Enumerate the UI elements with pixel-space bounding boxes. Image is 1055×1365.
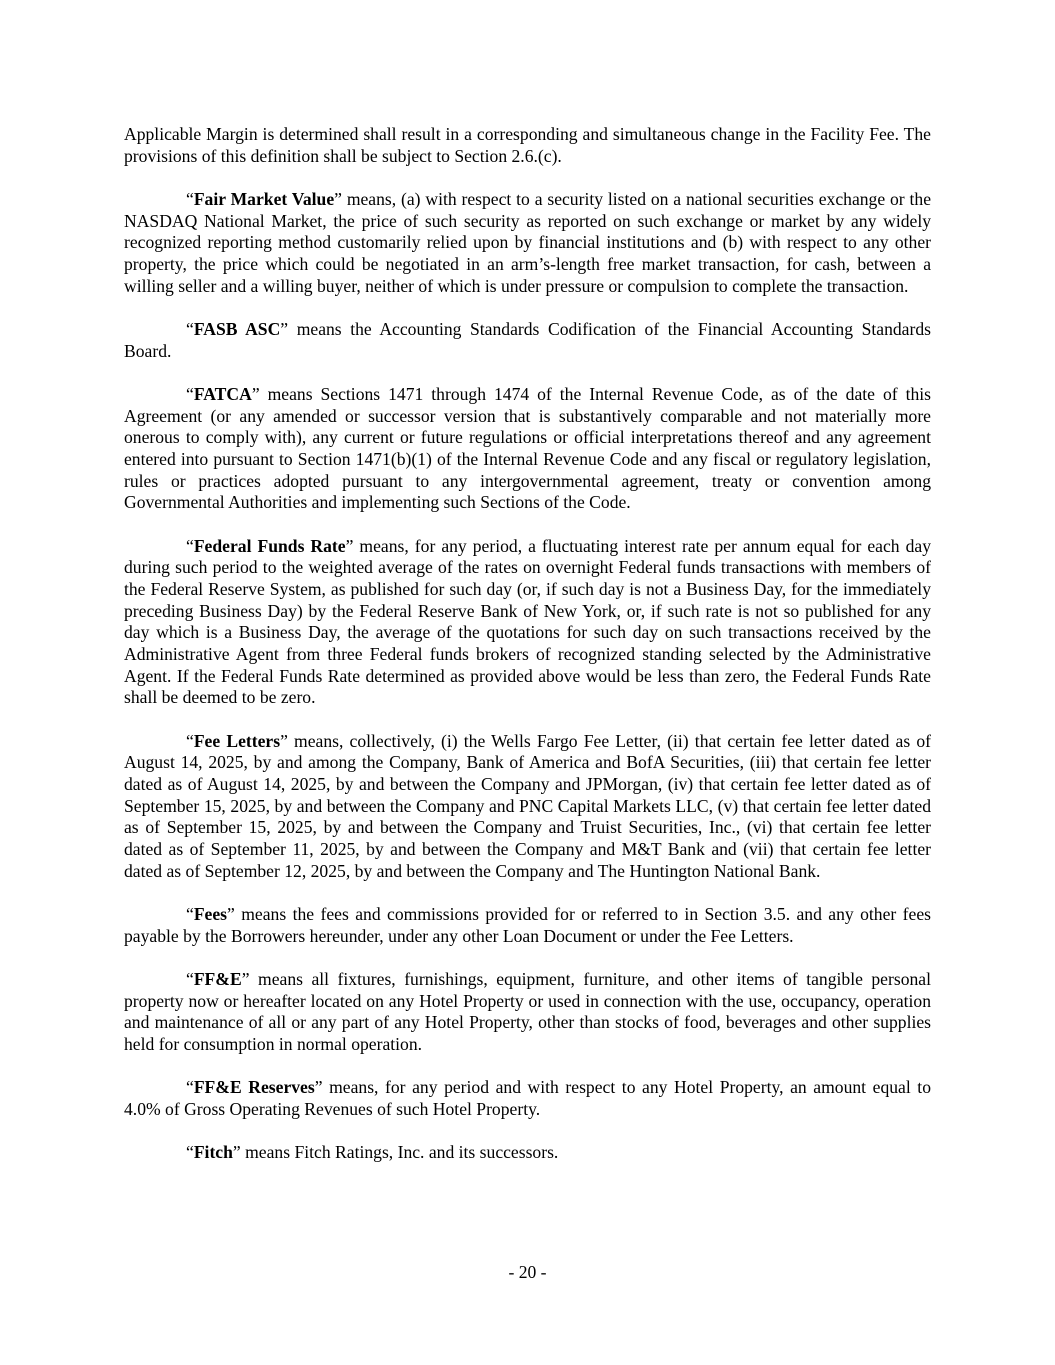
defined-term: FF&E <box>193 969 242 989</box>
open-quote: “ <box>186 535 194 556</box>
open-quote: “ <box>186 904 194 925</box>
definition-fasb-asc <box>124 319 931 362</box>
defined-term: Federal Funds Rate <box>193 535 346 556</box>
definition-text: means all fixtures, furnishings, equipment, furniture, and other items of tangible personal property now or hereafter located on any Hotel Property or used in connection with the use, occupancy, operation and maintenance of all or any part of any Hotel Property, other than stocks of food, beverages and other supplies held for consumption in normal operation. <box>124 969 931 1055</box>
definition-text: means Sections 1471 through 1474 of the Internal Revenue Code, as of the date of this Agreement (or any amended or successor version that is substantively comparable and not materially more onerous to comply with), any current or future regulations or official interpretations thereof and any agreement entered into pursuant to Section 1471(b)(1) of the Internal Revenue Code and any fiscal or regulatory legislation, rules or practices adopted pursuant to any intergovernmental agreement, treaty or convention among Governmental Authorities and implementing such Sections of the Code. <box>124 383 931 513</box>
close-quote: ” <box>334 188 342 209</box>
open-quote: “ <box>186 383 194 404</box>
continuation-paragraph: Applicable Margin is determined shall result in a corresponding and simultaneous change in the Facility Fee. The provisions of this definition shall be subject to Section 2.6.(c). <box>124 124 931 166</box>
definition-text: means the fees and commissions provided for or referred to in Section 3.5. and any other fees payable by the Borrowers hereunder, under any other Loan Document or under the Fee Letters. <box>124 904 931 946</box>
open-quote: “ <box>186 1142 194 1163</box>
close-quote: ” <box>280 318 289 339</box>
definition-fee-letters <box>124 731 931 883</box>
open-quote: “ <box>186 969 194 989</box>
defined-term: FATCA <box>193 383 252 404</box>
definition-fitch <box>124 1142 931 1164</box>
definition-text: means, for any period, a fluctuating interest rate per annum equal for each day during such period to the weighted average of the rates on overnight Federal funds transactions with members of the Federal Reserve System, as published for such day (or, if such day is not a Business Day, for the immediately preceding Business Day) by the Federal Reserve Bank of New York, or, if such rate is not so published for any day which is a Business Day, the average of the quotations for such day on such transactions received by the Administrative Agent from three Federal funds brokers of recognized standing selected by the Administrative Agent. If the Federal Funds Rate determined as provided above would be less than zero, the Federal Funds Rate shall be deemed to be zero. <box>124 535 931 708</box>
close-quote: ” <box>345 535 354 556</box>
defined-term: Fair Market Value <box>193 188 335 209</box>
defined-term: Fee Letters <box>193 730 281 751</box>
open-quote: “ <box>186 318 194 339</box>
definition-fatca <box>124 384 931 514</box>
defined-term: Fitch <box>193 1142 233 1163</box>
close-quote: ” <box>280 730 288 751</box>
close-quote: ” <box>314 1077 323 1098</box>
defined-term: FASB ASC <box>193 318 281 339</box>
definition-text: means, (a) with respect to a security listed on a national securities exchange or the NASDAQ National Market, the price of such security as reported on such exchange or market by any widely recognized reporting method customarily relied upon by financial institutions and (b) with respect to any other property, the price which could be negotiated in an arm’s-length free market transaction, for cash, between a willing seller and a willing buyer, neither of which is under pressure or compulsion to complete the transaction. <box>124 188 932 296</box>
close-quote: ” <box>251 383 260 404</box>
definition-fair-market-value <box>124 189 931 298</box>
defined-term: FF&E Reserves <box>193 1077 315 1098</box>
definition-fees <box>124 904 931 947</box>
open-quote: “ <box>186 730 194 751</box>
open-quote: “ <box>186 1077 194 1098</box>
definition-text: means, for any period and with respect to any Hotel Property, an amount equal to 4.0% of Gross Operating Revenues of such Hotel Property. <box>124 1077 931 1120</box>
close-quote: ” <box>227 904 235 925</box>
definition-text: means, collectively, (i) the Wells Fargo Fee Letter, (ii) that certain fee letter dated as of August 14, 2025, by and among the Company, Bank of America and BofA Securities, (iii) that certain fee letter dated as of August 14, 2025, by and between the Company and JPMorgan, (iv) that certain fee letter dated as of September 15, 2025, by and between the Company and PNC Capital Markets LLC, (v) that certain fee letter dated as of September 15, 2025, by and between the Company and Truist Securities, Inc., (vi) that certain fee letter dated as of September 11, 2025, by and between the Company and M&T Bank and (vii) that certain fee letter dated as of September 12, 2025, by and between the Company and The Huntington National Bank. <box>124 730 931 881</box>
definition-text: means Fitch Ratings, Inc. and its successors. <box>240 1142 559 1163</box>
close-quote: ” <box>232 1142 241 1163</box>
defined-term: Fees <box>193 904 228 925</box>
definition-text: means the Accounting Standards Codification of the Financial Accounting Standards Board. <box>124 318 931 361</box>
close-quote: ” <box>241 969 250 989</box>
definition-ffe <box>124 969 931 1056</box>
document-page <box>124 124 931 1185</box>
definition-ffe-reserves <box>124 1077 931 1120</box>
page-number: - 20 - <box>508 1262 547 1282</box>
definition-federal-funds-rate <box>124 536 931 710</box>
open-quote: “ <box>186 188 194 209</box>
